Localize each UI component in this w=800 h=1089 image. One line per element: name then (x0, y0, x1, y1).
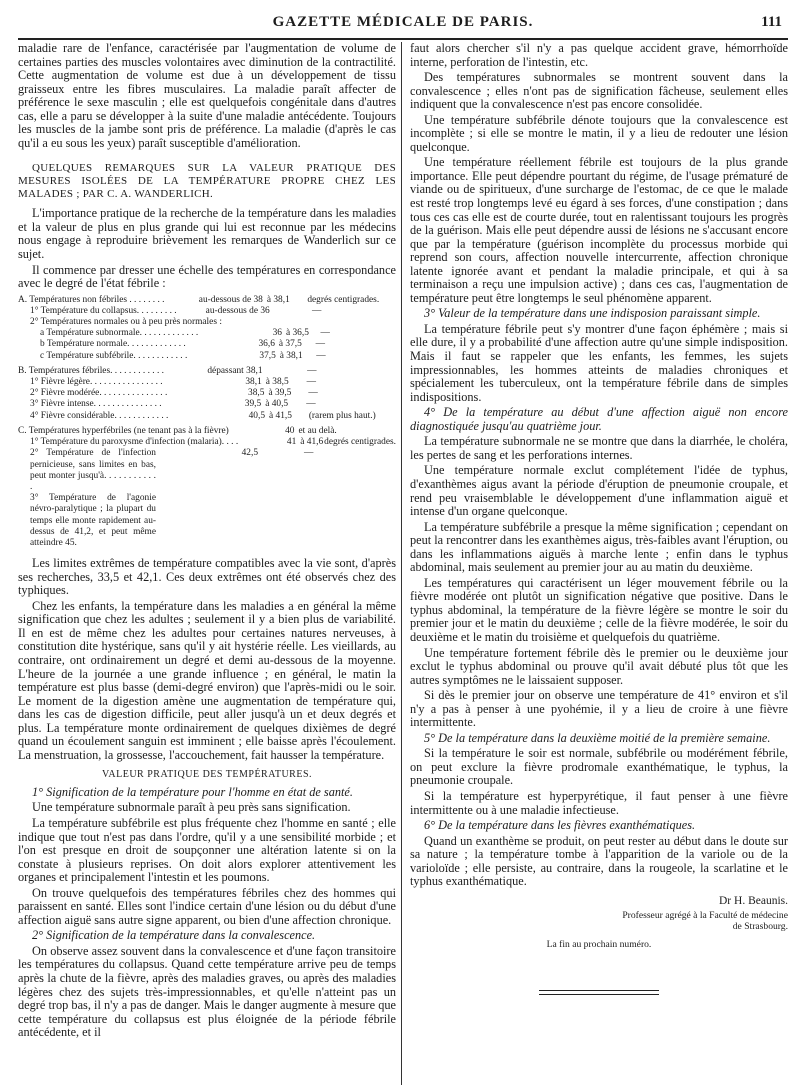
scale-to: à 36,5 (285, 328, 309, 339)
scale-label: 3° Température de l'agonie névro-paralytique ; la plupart du temps elle monte rapidement au-dessus de 41,2, et peut même atteindre 45. (30, 493, 156, 548)
paragraph: La température subfébrile est plus fréquente chez l'homme en santé ; elle indique que tout n'est pas dans l'ordre, qu'il y a une sensibilité morbide ; et l'on est presque en droit de soupçonner une altération latente si on la constate à plusieurs reprises. On doit alors explorer attentivement les organes et principalement l'intestin et les poumons. (18, 815, 396, 885)
scale-row (18, 448, 396, 493)
scale-row (18, 366, 396, 377)
paragraph: Si dès le premier jour on observe une température de 41° environ et s'il n'y a pas à penser à une pyohémie, il y a lieu de croire à une fièvre intermittente. (410, 688, 788, 730)
scale-from (222, 317, 300, 328)
scale-label: 1° Température du collapsus. . . . . . . . . (30, 305, 177, 316)
paragraph: faut alors chercher s'il n'y a pas quelque accident grave, hémorrhoïde interne, perforation de l'intestin, etc. (410, 41, 788, 69)
scale-row (18, 437, 396, 448)
scale-unit: degrés centigrades. (324, 437, 396, 448)
subsection-heading: 5° De la température dans la deuxième moitié de la première semaine. (424, 730, 771, 745)
scale-from: au-dessous de 36 (205, 305, 270, 316)
subsection-heading: 1° Signification de la température pour l'homme en état de santé. (32, 784, 353, 799)
scale-unit: — (304, 448, 314, 459)
scale-unit (337, 426, 396, 437)
scale-from: 36 (272, 328, 282, 339)
scale-to (262, 448, 304, 493)
paragraph: La température fébrile peut s'y montrer d'une façon éphémère ; mais si elle dure, il y a probabilité d'une affection autre qu'une simple indisposition. Mais il faut se rappeler que les enfants, les femmes, les sujets impressionnables, les hommes atteints de maladies chroniques et spécialement les tuberculeux, ont la température fébrile dans de simples indispositions. (410, 321, 788, 404)
scale-from: 40,5 (248, 410, 266, 421)
scale-from: 36,6 (258, 339, 275, 350)
scale-label: B. Températures fébriles. . . . . . . . . . . . (18, 365, 165, 376)
scale-from: dépassant 38,1 (207, 365, 263, 376)
scale-label: C. Températures hyperfébriles (ne tenant pas à la fièvre) (18, 425, 229, 436)
subsection-heading: 4° De la température au début d'une affection aiguë non encore diagnostiquée jusqu'au quatrième jour. (410, 405, 788, 433)
paragraph: Si la température le soir est normale, subfébrile ou modérément fébrile, on peut exclure la fièvre prodromale exanthématique, le typhus, la pneumonie croupale. (410, 746, 788, 788)
scale-row (18, 295, 396, 306)
scale-row (18, 328, 396, 339)
paragraph: L'importance pratique de la recherche de la température dans les maladies et la valeur de plus en plus grande qui lui est reconnue par les médecins nous engage à reproduire brièvement les remarques de Wanderlich sur ce sujet. (18, 206, 396, 262)
scale-to: à 37,5 (278, 339, 302, 350)
paragraph: On observe assez souvent dans la convalescence et d'une façon transitoire les températures du collapsus. Quand cette température arrive peu de temps après la chute de la fièvre, après des maladies graves, ou après des maladies légères chez des sujets très-impressionnables, et qu'elle n'atteint pas un degré trop bas, il n'y a pas de danger. Mais le danger augmente à mesure que cette température du collapsus est plus éloignée de la période fébrile antécédente, et il (18, 943, 396, 1040)
scale-unit: — (308, 388, 318, 399)
scale-to: à 40,5 (265, 399, 289, 410)
scale-row (18, 306, 396, 317)
scale-from: 39,5 (244, 399, 262, 410)
paragraph: Les limites extrêmes de température compatibles avec la vie sont, d'après ses recherches, 33,5 et 42,1. Ces deux extrêmes ont été observés chez des typhiques. (18, 556, 396, 598)
scale-row (18, 426, 396, 437)
scale-unit: — (306, 377, 316, 388)
paragraph: La température subfébrile a presque la même signification ; cependant on peut la rencontrer dans les exanthèmes aigus, très-faibles avant l'éruption, ou dans les inflammations aiguës à marche lente ; enfin dans le typhus abdominal, mais seulement au premier jour au au matin du deuxième. (410, 519, 788, 575)
scale-unit: — (320, 328, 330, 339)
scale-row (18, 493, 396, 549)
continued-note: La fin au prochain numéro. (546, 939, 652, 951)
scale-from: 40 (285, 425, 295, 436)
paragraph: Il commence par dresser une échelle des températures en correspondance avec le degré de l'état fébrile : (18, 262, 396, 291)
scale-to: à 38,1 (279, 350, 303, 361)
right-column (410, 42, 788, 1085)
scale-row (18, 339, 396, 350)
article-title: QUELQUES REMARQUES SUR LA VALEUR PRATIQUE DES MESURES ISOLÉES DE LA TEMPÉRATURE PROPRE CHEZ LES MALADES ; PAR C. A. WANDERLICH. (18, 162, 396, 201)
scale-to: à 39,5 (268, 388, 292, 399)
scale-row (18, 411, 396, 422)
paragraph: Des températures subnormales se montrent souvent dans la convalescence ; elles n'ont pas de signification fâcheuse, seulement elles indiquent que la convalescence n'est pas encore consolidée. (410, 70, 788, 112)
end-rule (539, 990, 659, 995)
scale-from: 38,5 (248, 388, 265, 399)
author-signature: Dr H. Beaunis. (719, 894, 788, 907)
paragraph: Chez les enfants, la température dans les maladies a en général la même signification que chez les adultes ; seulement il y a bien plus de variabilité. Il en est de même chez les adultes pour certaines natures nerveuses, à constitution dite hystérique, sans qu'il y ait hystérie réelle. Les vieillards, au contraire, ont ordinairement un degré et demi au-dessous de la moyenne. L'heure de la journée a une grande influence ; en général, le matin la température est plus basse (demi-degré environ) que l'après-midi ou le soir. Le moment de la digestion amène une augmentation de température qui, dans les cas de digestion difficile, peut aller jusqu'à un et deux degrés et plus. La température monte ordinairement de quelques dixièmes de degré quand un écoulement sanguin est imminent ; elle baisse après l'écoulement. La menstruation, la grossesse, l'accouchement, fait hausser la température. (18, 598, 396, 762)
scale-label: 3° Fièvre intense. . . . . . . . . . . . . . . (30, 399, 162, 410)
scale-row (18, 388, 396, 399)
scale-unit: — (307, 365, 317, 376)
scale-from: 41 (286, 437, 297, 448)
paragraph: Les températures qui caractérisent un léger mouvement fébrile ou la fièvre modérée ont plutôt un signification négative que positive. Dans le typhus abdominal, la température de la fièvre légère se montre le soir du premier jour et le matin du deuxième ; celle de la fièvre modérée, le soir du deuxième et le matin du troisième et quelquefois du quatrième. (410, 575, 788, 644)
scale-to: à 41,5 (269, 410, 292, 421)
scale-unit: — (306, 399, 316, 410)
author-affiliation-city: de Strasbourg. (732, 921, 788, 933)
paragraph: Quand un exanthème se produit, on peut rester au début dans le doute sur sa nature ; la température tombe à l'apparition de la variole ou de la varioloïde ; elle persiste, au contraire, dans la rougeole, la scarlatine et le typhus exanthématique. (410, 833, 788, 889)
scale-to (262, 493, 304, 549)
scale-label: c Température subfébrile. . . . . . . . . . . . (40, 350, 188, 361)
page-header (18, 4, 788, 40)
author-affiliation: Professeur agrégé à la Faculté de médecine (622, 910, 788, 922)
scale-unit (304, 493, 396, 549)
scale-unit: (rarem plus haut.) (308, 410, 376, 421)
scale-label: 4° Fièvre considérable. . . . . . . . . . . . (30, 410, 169, 421)
scale-to: à 38,1 (266, 294, 290, 305)
scale-unit (330, 317, 396, 328)
subsection-heading: 3° Valeur de la température dans une indisposion paraissant simple. (424, 306, 761, 321)
paragraph: Une température réellement fébrile est toujours de la plus grande importance. Elle peut dépendre pourtant du régime, de l'usage prématuré de viande ou de spiritueux, d'une surcharge de l'estomac, de ce que le malade est resté trop longtemps levé eu égard à ses forces, d'une constipation ; dans tous ces cas elle est de courte durée, tout en ralentissant toujours les progrès de la guérison. Mais elle peut dépendre aussi de lésions ne s'accusant encore que par la température (guérison incomplète du processus morbide qui reprend son cours, affection nouvelle intercurrente, affection chronique latente ignorée avant et pendant la maladie principale, et qui à sa terminaison a reçu une impulsion active) ; dans ces cas, l'augmentation de température peut être longtemps le seul phénomène apparent. (410, 155, 788, 305)
subsection-heading: 6° De la température dans les fièvres exanthématiques. (424, 818, 696, 833)
scale-unit: — (316, 350, 326, 361)
scale-to: et au delà. (298, 425, 337, 436)
scale-from: 37,5 (259, 350, 276, 361)
scale-label: b Température normale. . . . . . . . . . . . . (40, 339, 186, 350)
scale-from (156, 493, 262, 549)
scale-to: à 38,5 (265, 377, 289, 388)
scale-row (18, 399, 396, 410)
paragraph: On trouve quelquefois des températures fébriles chez des hommes qui paraissent en santé. Elles sont l'indice certain d'une lésion ou du début d'une affection aiguë sans autre signe apparent, ou bien d'une affection chronique. (18, 885, 396, 927)
paragraph: maladie rare de l'enfance, caractérisée par l'augmentation de volume de certaines parties des muscles volontaires avec diminution de la contractilité. Cette augmentation de volume est due à un développement de tissu graisseux entre les fibres musculaires. La maladie paraît affecter de préférence le sexe masculin ; elle est quelquefois congénitale dans d'autres cas, elle a paru se développer à la suite d'une maladie antécédente. Toujours les muscles de la jambe sont pris de préférence. La maladie (d'après le cas qu'il a eu sous les yeux) paraît susceptible d'amélioration. (18, 41, 396, 150)
scale-unit: — (315, 339, 325, 350)
paragraph: Une température subfébrile dénote toujours que la convalescence est incomplète ; si elle se montre le matin, il y a lieu de redouter une lésion quelconque. (410, 112, 788, 154)
scale-label: a Température subnormale. . . . . . . . . . . . . (40, 328, 199, 339)
scale-from: 38,1 (245, 377, 262, 388)
subsection-heading: 2° Signification de la température dans la convalescence. (32, 928, 316, 943)
scale-unit: degrés centigrades. (307, 294, 380, 305)
scale-label: 2° Températures normales ou à peu près normales : (30, 317, 222, 328)
paragraph: Si la température est hyperpyrétique, il faut penser à une fièvre intermittente ou à une maladie infectieuse. (410, 788, 788, 817)
scale-to (267, 366, 308, 377)
section-title: VALEUR PRATIQUE DES TEMPÉRATURES. (101, 769, 313, 781)
paragraph: La température subnormale ne se montre que dans la diarrhée, le choléra, les pertes de sang et les perforations internes. (410, 434, 788, 462)
paragraph: Une température subnormale paraît à peu près sans signification. (32, 800, 351, 815)
left-column (18, 42, 396, 1085)
scale-label: 1° Température du paroxysme d'infection (malaria). . . . (30, 437, 239, 448)
scale-unit: — (312, 305, 322, 316)
scale-label: 2° Fièvre modérée. . . . . . . . . . . . . . . (30, 388, 168, 399)
scale-row (18, 317, 396, 328)
scale-to (299, 317, 329, 328)
scale-label: A. Températures non fébriles . . . . . . . . (18, 294, 165, 305)
scale-to: à 41,6 (300, 437, 324, 448)
column-divider (401, 42, 402, 1085)
scale-from: au-dessous de 38 (198, 294, 263, 305)
temperature-scale-table (18, 295, 396, 549)
scale-row (18, 351, 396, 362)
scale-to (274, 306, 312, 317)
scale-label: 2° Température de l'infection pernicieuse, sans limites en bas, peut monter jusqu'à. . . . . . . . . . . . (30, 448, 156, 492)
page-number: 111 (761, 14, 782, 30)
scale-label: 1° Fièvre légère. . . . . . . . . . . . . . . . (30, 377, 163, 388)
journal-title: GAZETTE MÉDICALE DE PARIS. (272, 14, 534, 30)
paragraph: Une température normale exclut complétement l'idée de typhus, d'exanthèmes aigus avant la période d'éruption de pneumonie croupale, et rend peu vraisemblable le développement d'une inflammation aiguë et intense d'un organe quelconque. (410, 463, 788, 519)
scale-row (18, 377, 396, 388)
paragraph: Une température fortement fébrile dès le premier ou le deuxième jour exclut le typhus abdominal ou prouve qu'il avait débuté plus tôt que les autres symptômes ne le laissaient supposer. (410, 645, 788, 687)
scale-from: 42,5 (241, 448, 258, 459)
